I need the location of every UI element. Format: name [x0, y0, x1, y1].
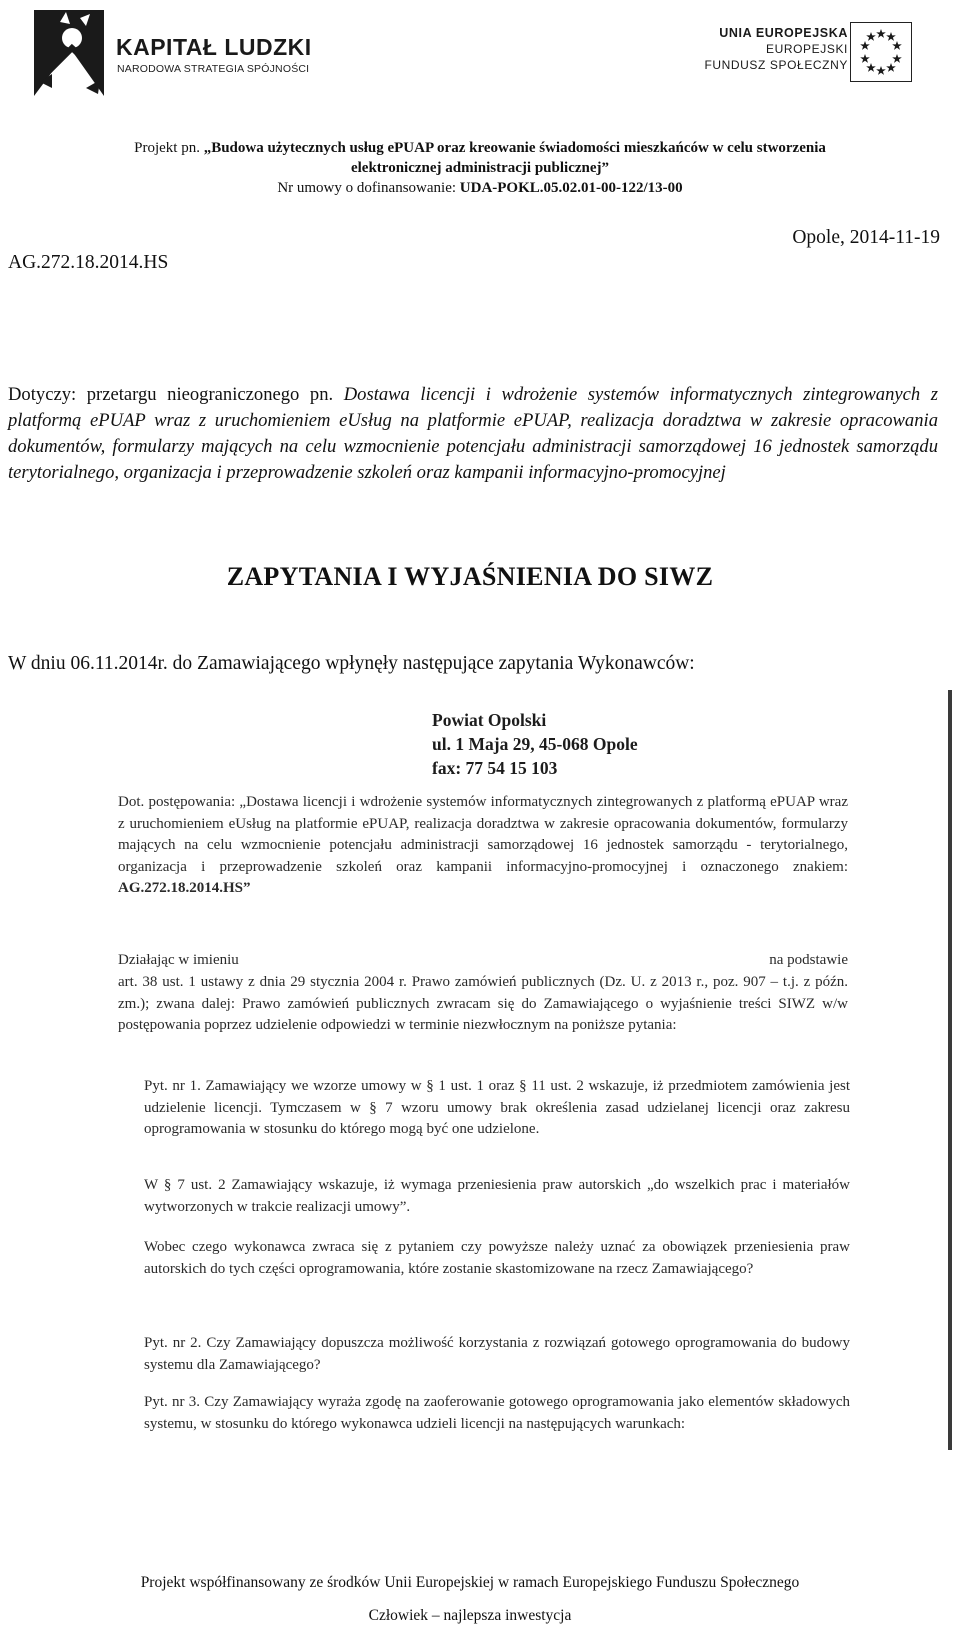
kapital-ludzki-subtitle: NARODOWA STRATEGIA SPÓJNOŚCI [117, 63, 310, 75]
scan-address-line: ul. 1 Maja 29, 45-068 Opole [432, 734, 638, 754]
scan-question-2: Pyt. nr 2. Czy Zamawiający dopuszcza możliwość korzystania z rozwiązań gotowego oprogramowania do budowy systemu dla Zamawiającego? [144, 1335, 850, 1373]
project-title-line2 [20, 158, 940, 178]
eu-logo-line2: EUROPEJSKI [765, 42, 848, 56]
eu-logo [678, 22, 934, 78]
scan-edge-line [948, 690, 952, 1450]
project-title-part1: „Budowa użytecznych usług ePUAP oraz kreowanie świadomości mieszkańców w celu stworzenia [203, 140, 826, 156]
contract-line [20, 178, 940, 198]
eu-logo-line1: UNIA EUROPEJSKA [719, 26, 848, 40]
scan-acting-line [118, 950, 848, 972]
scan-question-1-detail: W § 7 ust. 2 Zamawiający wskazuje, iż wymaga przeniesienia praw autorskich „do wszelkich prac i materiałów wytworzonych w trakcie realizacji umowy”. [144, 1177, 850, 1215]
footer-slogan: Człowiek – najlepsza inwestycja [368, 1607, 572, 1624]
scan-address-line: fax: 77 54 15 103 [432, 758, 558, 778]
project-title-line1 [20, 138, 940, 158]
eu-logo-line3: FUNDUSZ SPOŁECZNY [704, 58, 848, 72]
project-prefix: Projekt pn. [134, 140, 204, 156]
intro-text: W dniu 06.11.2014r. do Zamawiającego wpłynęły następujące zapytania Wykonawców: [8, 653, 695, 674]
scanned-letter [100, 680, 960, 1480]
kapital-ludzki-emblem-icon [30, 8, 114, 100]
kapital-ludzki-title: KAPITAŁ LUDZKI [116, 34, 312, 60]
contract-number: UDA-POKL.05.02.01-00-122/13-00 [459, 180, 683, 196]
eu-flag-icon [850, 22, 912, 82]
footer-funding: Projekt współfinansowany ze środków Unii Europejskiej w ramach Europejskiego Funduszu Społecznego [140, 1574, 800, 1591]
scan-legal-basis: art. 38 ust. 1 ustawy z dnia 29 stycznia 2004 r. Prawo zamówień publicznych (Dz. U. z 2013 r., poz. 907 – t.j. z późn. zm.); zwana dalej: Prawo zamówień publicznych zwracam się do Zamawiającego o wyjaśnienie treści SIWZ w/w postępowania poprzez udzielenie odpowiedzi w terminie niezwłocznym na poniższe pytania: [118, 974, 848, 1033]
scan-acting-left: Działając w imieniu [118, 952, 239, 968]
subject-prefix: Dotyczy: przetargu nieograniczonego pn. [8, 384, 344, 405]
scan-address-line: Powiat Opolski [432, 710, 547, 730]
subject-paragraph [8, 382, 938, 486]
scan-address [432, 708, 638, 780]
document-title: ZAPYTANIA I WYJAŚNIENIA DO SIWZ [226, 562, 714, 591]
scan-acting-right: na podstawie [769, 952, 848, 968]
subject-text: Dostawa licencji i wdrożenie systemów informatycznych zintegrowanych z platformą ePUAP wraz z uruchomieniem eUsług na platformie ePUAP, realizacja doradztwa w zakresie opracowania dokumentów, formularzy mających na celu wzmocnienie potencjału administracji samorządowej 16 jednostek samorządu terytorialnego, organizacja i przeprowadzenie szkoleń oraz kampanii informacyjno-promocyjnej [8, 384, 938, 483]
scan-subject-sign: AG.272.18.2014.HS” [118, 880, 251, 896]
scan-question-1-ask: Wobec czego wykonawca zwraca się z pytaniem czy powyższe należy uznać za obowiązek przeniesienia praw autorskich do tych części oprogramowania, które zostanie skastomizowane na rzecz Zamawiającego? [144, 1239, 850, 1277]
project-header [20, 138, 940, 198]
place-date: Opole, 2014-11-19 [792, 227, 940, 248]
scan-question-1: Pyt. nr 1. Zamawiający we wzorze umowy w § 1 ust. 1 oraz § 11 ust. 2 wskazuje, iż przedmiotem zamówienia jest udzielenie licencji. Tymczasem w § 7 wzoru umowy brak określenia zasad udzielanej licencji oraz zakresu oprogramowania w stosunku do którego mogą być one udzielone. [144, 1078, 850, 1137]
scan-subject [118, 792, 848, 900]
scan-subject-text: Dot. postępowania: „Dostawa licencji i wdrożenie systemów informatycznych zintegrowanych z platformą ePUAP wraz z uruchomieniem eUsług na platformie ePUAP, realizacja doradztwa w zakresie opracowania dokumentów, formularzy mających na celu wzmocnienie potencjału administracji samorządowej 16 jednostek samorządu - terytorialnego, organizacja i przeprowadzenie szkoleń oraz kampanii informacyjno-promocyjnej i oznaczonego znakiem: [118, 794, 848, 875]
contract-label: Nr umowy o dofinansowanie: [277, 180, 460, 196]
scan-question-3: Pyt. nr 3. Czy Zamawiający wyraża zgodę na zaoferowanie gotowego oprogramowania jako elementów składowych systemu, w stosunku do którego wykonawca udzieli licencji na następujących warunkach: [144, 1394, 850, 1432]
project-title-part2: elektronicznej administracji publicznej” [350, 160, 610, 176]
kapital-ludzki-logo [30, 8, 330, 100]
case-signature: AG.272.18.2014.HS [8, 252, 169, 273]
